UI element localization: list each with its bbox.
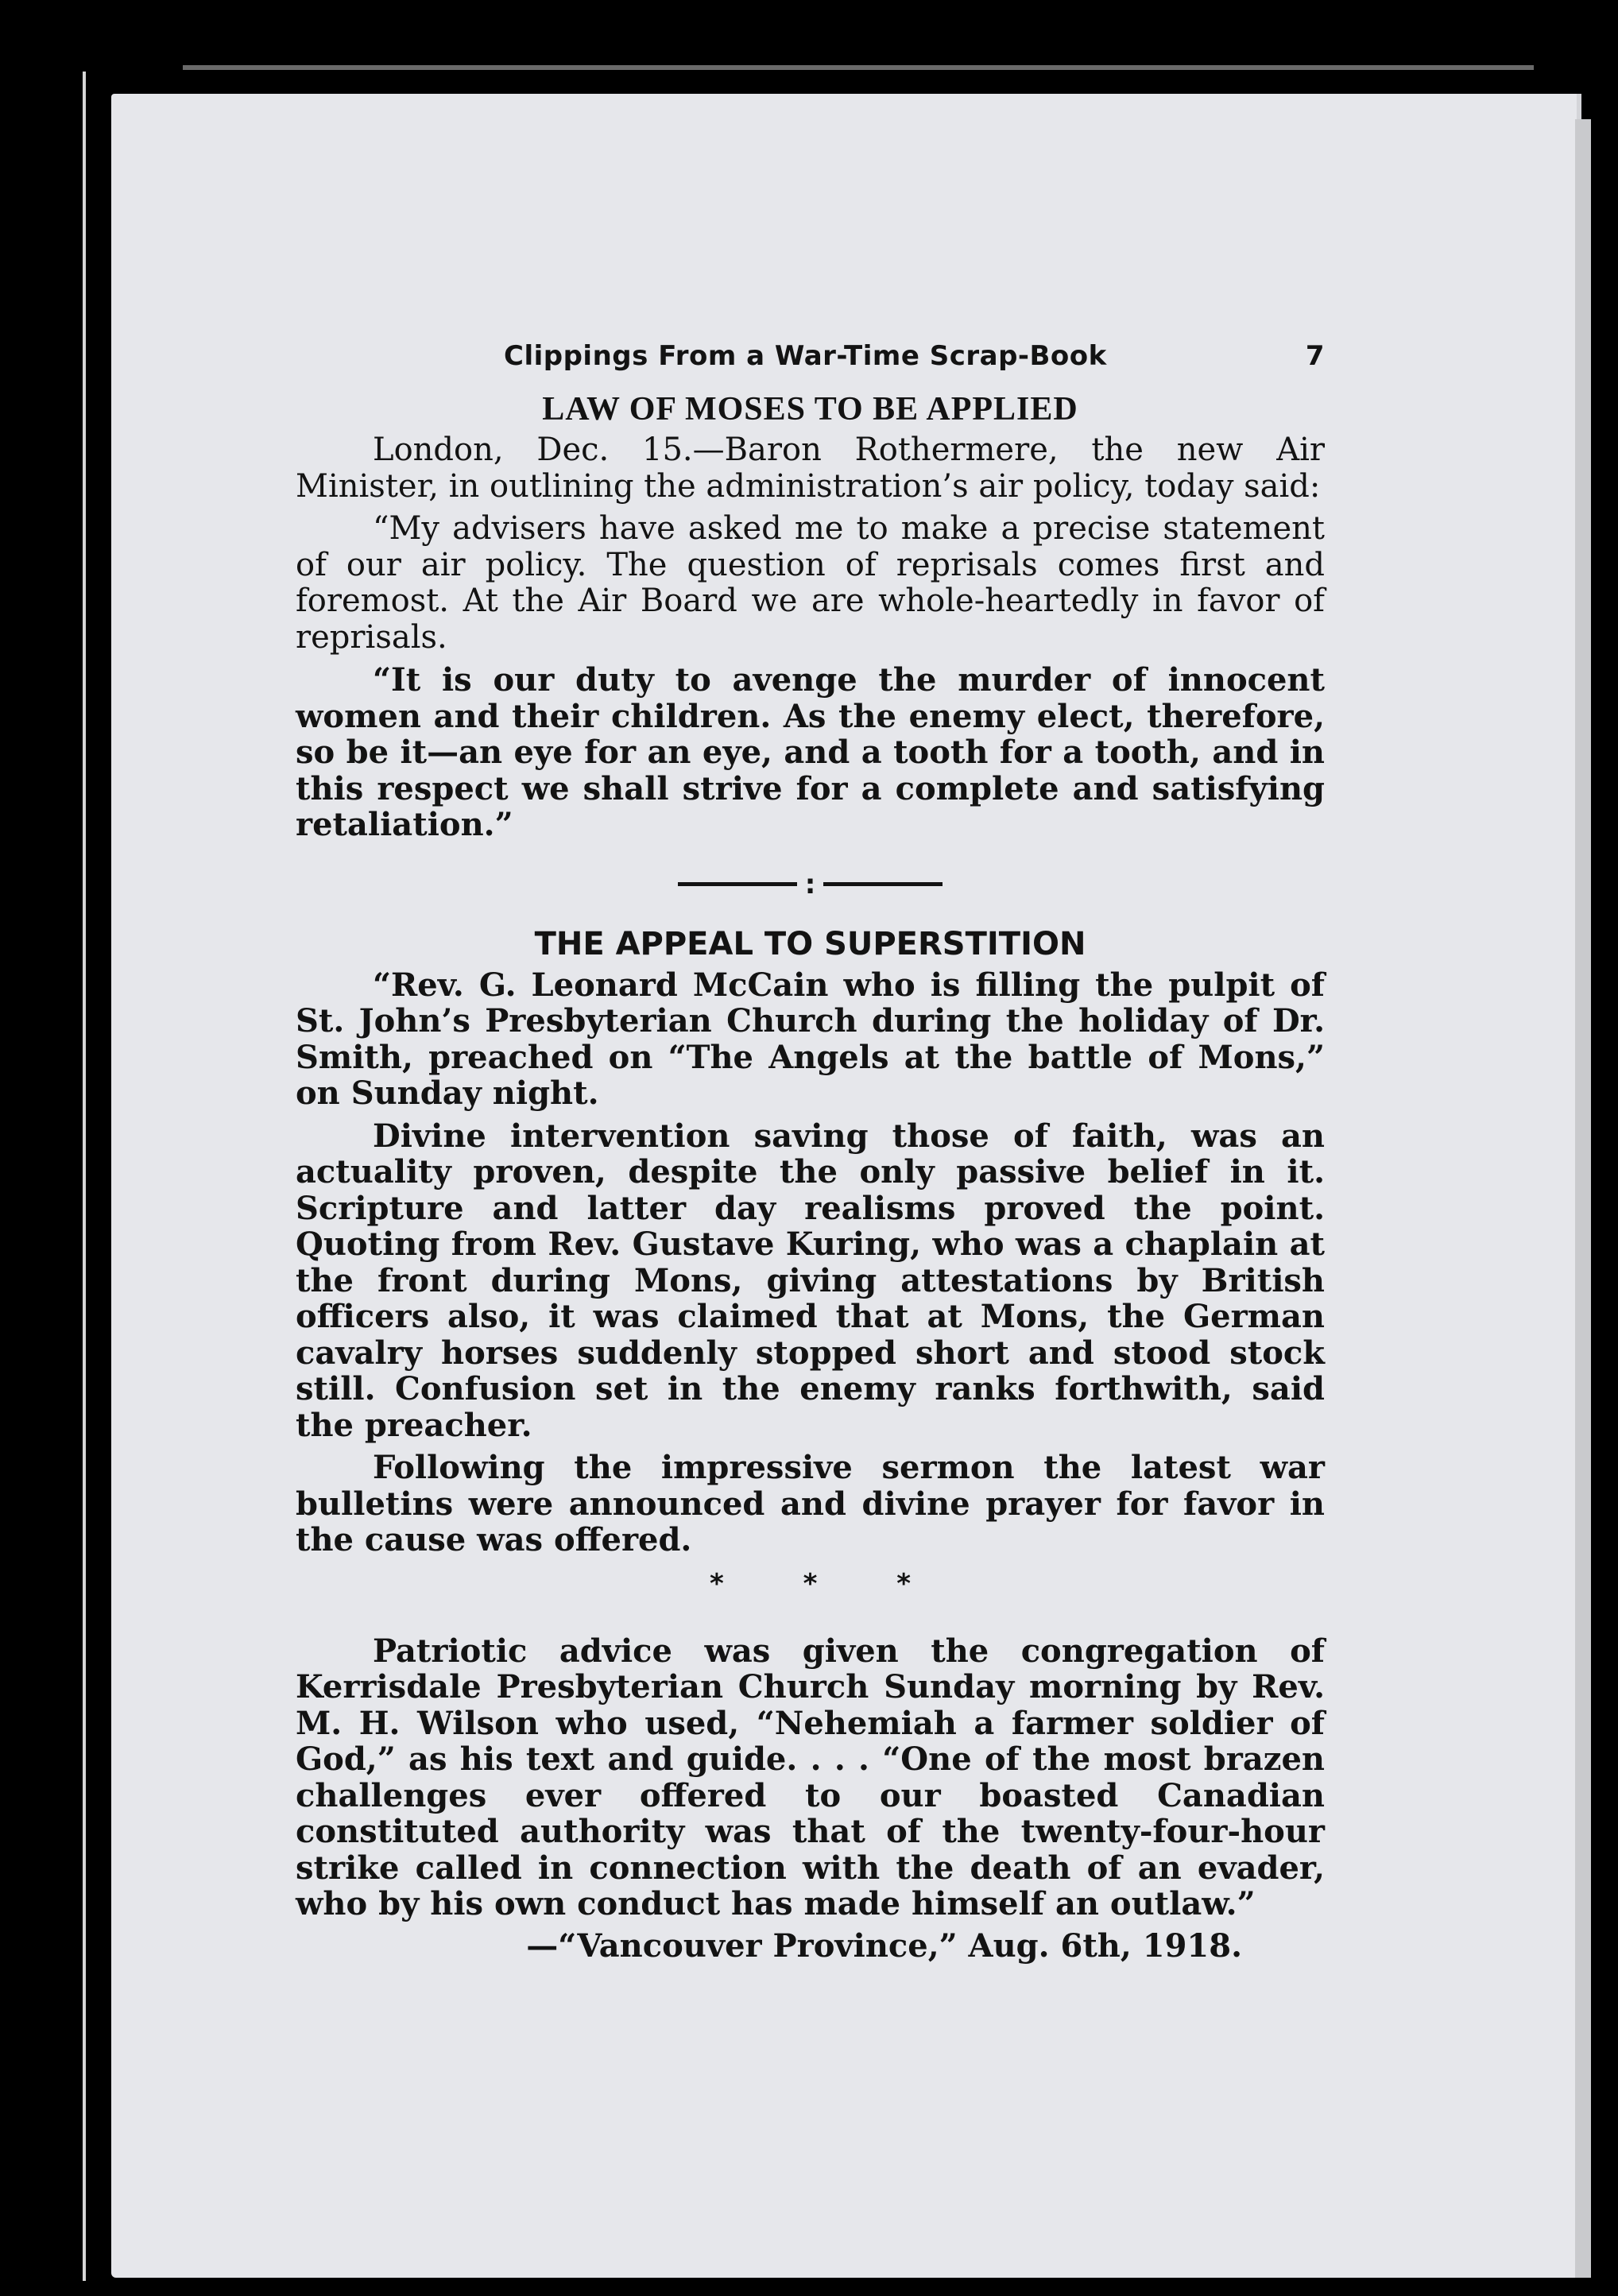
article-2-paragraph: Following the impressive sermon the latest war bulletins were announced and divine prayer for favor in the cause was offered. [296, 1449, 1325, 1558]
article-2-continuation [296, 1633, 1325, 1922]
article-1-body [296, 432, 1325, 843]
article-2-paragraph: “Rev. G. Leonard McCain who is filling the pulpit of St. John’s Presbyterian Church during the holiday of Dr. Smith, preached on “The Angels at the battle of Mons,” on Sunday night. [296, 966, 1325, 1112]
page-stack-edge [1575, 119, 1591, 2278]
binding-line [83, 72, 86, 2281]
article-2-paragraph: Patriotic advice was given the congregation of Kerrisdale Presbyterian Church Sunday morning by Rev. M. H. Wilson who used, “Nehemiah a farmer soldier of God,” as his text and guide. . . . “One of the most brazen challenges ever offered to our boasted Canadian constituted authority was that of the twenty-four-hour strike called in connection with the death of an evader, who by his own conduct has made himself an outlaw.” [296, 1632, 1325, 1922]
article-2-body [296, 967, 1325, 1558]
article-1-paragraph: “My advisers have asked me to make a precise statement of our air policy. The question of reprisals comes first and foremost. At the Air Board we are whole-heartedly in favor of reprisals. [296, 510, 1325, 656]
article-1-heading: LAW OF MOSES TO BE APPLIED [542, 391, 1078, 428]
running-title: Clippings From a War-Time Scrap-Book [504, 340, 1107, 372]
article-2-paragraph: Divine intervention saving those of faith, was an actuality proven, despite the only passive belief in it. Scripture and latter day realisms proved the point. Quoting from Rev. Gustave Kuring, who was a chaplain at the front during Mons, giving attestations by British officers also, it was claimed that at Mons, the German cavalry horses suddenly stopped short and stood stock still. Confusion set in the enemy ranks forthwith, said the preacher. [296, 1117, 1325, 1444]
article-2-heading: THE APPEAL TO SUPERSTITION [534, 925, 1086, 962]
top-page-edge [183, 65, 1534, 70]
asterisk-separator: * * * [709, 1567, 946, 1600]
page-number: 7 [1305, 340, 1325, 372]
divider-rule-left [678, 882, 797, 886]
page-content [296, 340, 1325, 1965]
article-1-paragraph: “It is our duty to avenge the murder of innocent women and their children. As the enemy elect, therefore, so be it—an eye for an eye, and a tooth for a tooth, and in this respect we shall strive for a complete and satisfying retaliation.” [296, 661, 1325, 843]
article-1-paragraph: London, Dec. 15.—Baron Rothermere, the new Air Minister, in outlining the administration’s air policy, today said: [296, 432, 1325, 505]
divider-rule-right [823, 882, 943, 886]
facing-page-edge [0, 0, 102, 2296]
section-divider [296, 867, 1325, 902]
running-head [296, 340, 1325, 381]
divider-mark: : [804, 868, 816, 900]
source-citation: —“Vancouver Province,” Aug. 6th, 1918. [526, 1926, 1242, 1965]
